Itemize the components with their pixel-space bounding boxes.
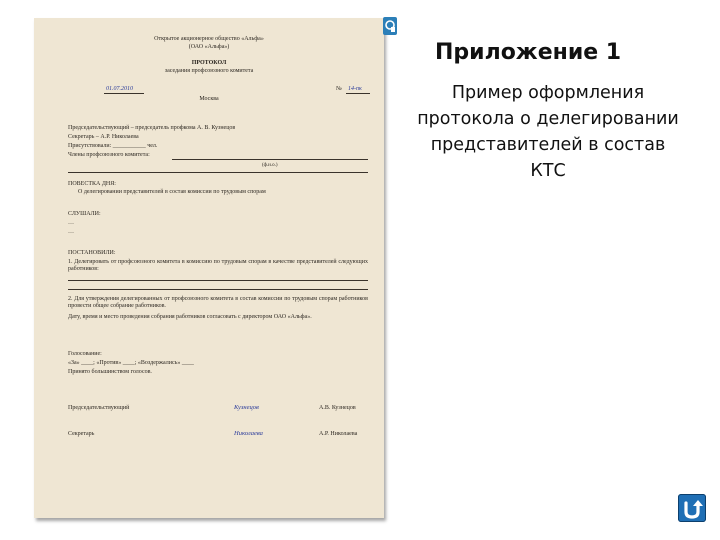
chair-line: Председательствующий – председатель профкома А. В. Кузнецов [68, 125, 236, 131]
sign-chair-role: Председательствующий [68, 405, 130, 411]
sign-chair-signature: Кузнецов [234, 404, 259, 411]
org-short-name: (ОАО «Альфа») [188, 44, 230, 50]
resolved-item-1: 1. Делегировать от профсоюзного комитета в комиссию по трудовым спорам в качестве представителей следующих работников: [68, 259, 368, 272]
protocol-number-label: № [336, 86, 342, 92]
heard-item-1: … [68, 220, 74, 226]
secretary-line: Секретарь – А.Р. Николаева [68, 134, 139, 140]
org-full-name: Открытое акционерное общество «Альфа» [154, 36, 264, 42]
sign-secretary-role: Секретарь [68, 431, 95, 437]
members-hint: (ф.и.о.) [262, 163, 278, 168]
protocol-subheading: заседания профсоюзного комитета [164, 68, 254, 74]
agenda-label: ПОВЕСТКА ДНЯ: [68, 181, 116, 187]
publisher-logo-icon [383, 17, 397, 35]
voting-line: «За» ____; «Против» ____; «Воздержались» ____ [68, 360, 194, 366]
sign-chair-name: А.В. Кузнецов [319, 405, 356, 411]
slide-subtitle: Пример оформления протокола о делегировании представителей в состав КТС [417, 83, 679, 181]
present-line: Присутствовали: ___________ чел. [68, 143, 158, 149]
protocol-document-image [34, 18, 384, 518]
sign-secretary-name: А.Р. Николаева [319, 431, 358, 437]
members-label: Члены профсоюзного комитета: [68, 152, 150, 158]
voting-result: Принято большинством голосов. [68, 369, 152, 375]
resolved-label: ПОСТАНОВИЛИ: [68, 250, 116, 256]
heard-label: СЛУШАЛИ: [68, 211, 101, 217]
voting-label: Голосование: [68, 351, 102, 357]
agenda-item: О делегировании представителей в состав комиссии по трудовым спорам [78, 189, 266, 195]
back-arrow-icon [678, 494, 706, 522]
resolved-item-2: 2. Для утверждения делегированных от профсоюзного комитета в состав комиссии по трудовым спорам работников провести общее собрание работников. [68, 296, 368, 309]
sign-secretary-signature: Николаева [234, 430, 263, 437]
protocol-number: 14-пк [348, 86, 362, 92]
protocol-city: Москва [199, 96, 219, 102]
protocol-date: 01.07.2010 [106, 86, 133, 92]
back-button[interactable] [678, 494, 706, 522]
protocol-heading: ПРОТОКОЛ [191, 60, 227, 66]
slide-title: Приложение 1 [435, 40, 622, 65]
resolved-item-3: Дату, время и место проведения собрания работников согласовать с директором ОАО «Альфа». [68, 314, 312, 320]
heard-item-2: … [68, 229, 74, 235]
